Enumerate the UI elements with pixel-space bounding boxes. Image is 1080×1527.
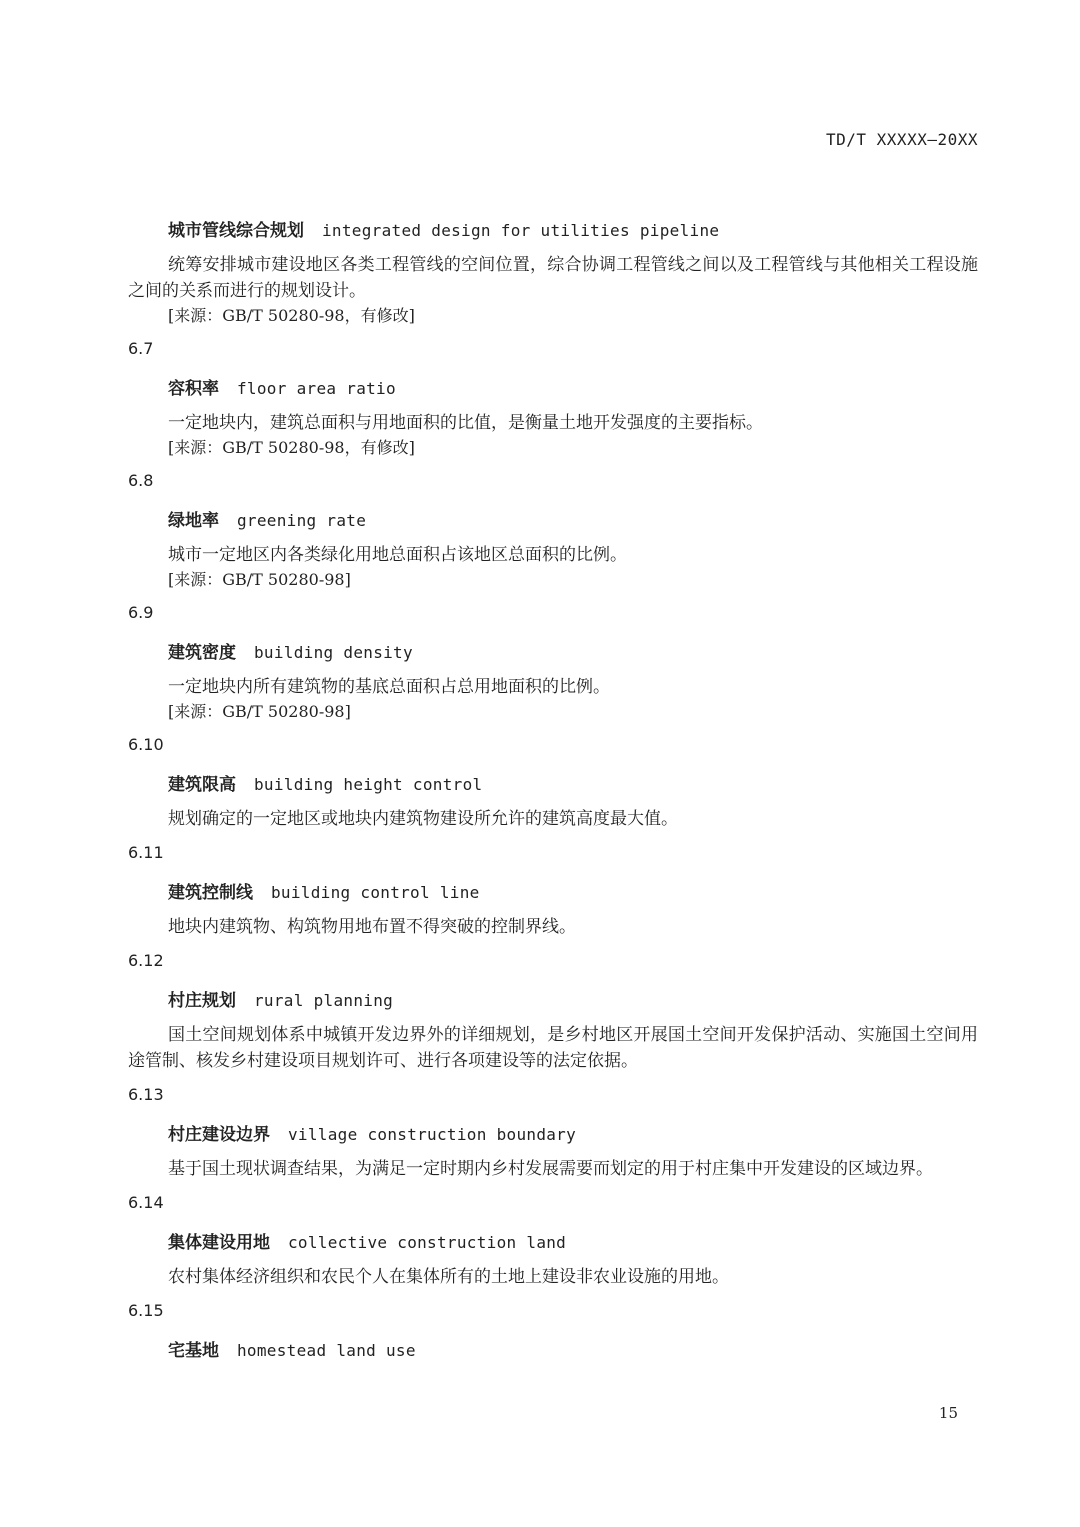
term-english: rural planning	[254, 991, 394, 1010]
term-definition: 基于国土现状调查结果，为满足一定时期内乡村发展需要而划定的用于村庄集中开发建设的区域边界。	[168, 1159, 933, 1179]
term-chinese: 容积率	[168, 379, 219, 399]
term-definition: 一定地块内，建筑总面积与用地面积的比值，是衡量土地开发强度的主要指标。	[168, 413, 763, 433]
page-number: 15	[938, 1404, 958, 1422]
document-code: TD/T XXXXX—20XX	[826, 130, 978, 149]
clause-number: 6.15	[128, 1301, 164, 1320]
term-entry	[128, 338, 978, 460]
term-chinese: 村庄建设边界	[168, 1125, 270, 1145]
term-chinese: 村庄规划	[168, 991, 236, 1011]
term-chinese: 建筑限高	[168, 775, 236, 795]
term-entry	[128, 950, 978, 1074]
clause-number: 6.14	[128, 1193, 164, 1212]
term-heading	[128, 1228, 978, 1258]
term-english: building height control	[254, 775, 483, 794]
term-heading	[128, 1336, 978, 1366]
term-chinese: 集体建设用地	[168, 1233, 270, 1253]
clause-number: 6.13	[128, 1085, 164, 1104]
term-source: [来源：GB/T 50280-98]	[168, 570, 351, 589]
term-heading	[128, 1120, 978, 1150]
term-entry	[128, 1300, 978, 1366]
term-definition: 国土空间规划体系中城镇开发边界外的详细规划，是乡村地区开展国土空间开发保护活动、实施国土空间用途管制、核发乡村建设项目规划许可、进行各项建设等的法定依据。	[128, 1025, 978, 1071]
term-definition: 规划确定的一定地区或地块内建筑物建设所允许的建筑高度最大值。	[168, 809, 678, 829]
term-english: floor area ratio	[237, 379, 396, 398]
term-entry	[128, 842, 978, 940]
term-definition: 地块内建筑物、构筑物用地布置不得突破的控制界线。	[168, 917, 576, 937]
terms-list	[128, 216, 978, 1372]
term-definition: 一定地块内所有建筑物的基底总面积占总用地面积的比例。	[168, 677, 610, 697]
term-source: [来源：GB/T 50280-98，有修改]	[168, 438, 415, 457]
term-english: collective construction land	[288, 1233, 567, 1252]
term-source: [来源：GB/T 50280-98，有修改]	[168, 306, 415, 325]
clause-number: 6.7	[128, 339, 154, 358]
term-english: greening rate	[237, 511, 367, 530]
term-chinese: 建筑密度	[168, 643, 236, 663]
term-heading	[128, 770, 978, 800]
term-heading	[128, 878, 978, 908]
term-entry	[128, 216, 978, 328]
term-heading	[128, 374, 978, 404]
term-entry	[128, 1084, 978, 1182]
clause-number: 6.10	[128, 735, 164, 754]
term-english: building control line	[271, 883, 480, 902]
term-entry	[128, 1192, 978, 1290]
term-heading	[128, 216, 978, 246]
term-chinese: 绿地率	[168, 511, 219, 531]
term-english: homestead land use	[237, 1341, 416, 1360]
clause-number: 6.12	[128, 951, 164, 970]
term-heading	[128, 506, 978, 536]
term-definition: 农村集体经济组织和农民个人在集体所有的土地上建设非农业设施的用地。	[168, 1267, 729, 1287]
term-english: building density	[254, 643, 413, 662]
term-source: [来源：GB/T 50280-98]	[168, 702, 351, 721]
term-english: integrated design for utilities pipeline	[322, 221, 720, 240]
term-entry	[128, 470, 978, 592]
term-chinese: 城市管线综合规划	[168, 221, 304, 241]
term-definition: 城市一定地区内各类绿化用地总面积占该地区总面积的比例。	[168, 545, 627, 565]
term-chinese: 建筑控制线	[168, 883, 253, 903]
clause-number: 6.9	[128, 603, 154, 622]
term-definition: 统筹安排城市建设地区各类工程管线的空间位置，综合协调工程管线之间以及工程管线与其他相关工程设施之间的关系而进行的规划设计。	[128, 255, 978, 301]
clause-number: 6.11	[128, 843, 164, 862]
term-entry	[128, 602, 978, 724]
term-entry	[128, 734, 978, 832]
term-chinese: 宅基地	[168, 1341, 219, 1361]
term-heading	[128, 986, 978, 1016]
term-heading	[128, 638, 978, 668]
term-english: village construction boundary	[288, 1125, 577, 1144]
clause-number: 6.8	[128, 471, 154, 490]
